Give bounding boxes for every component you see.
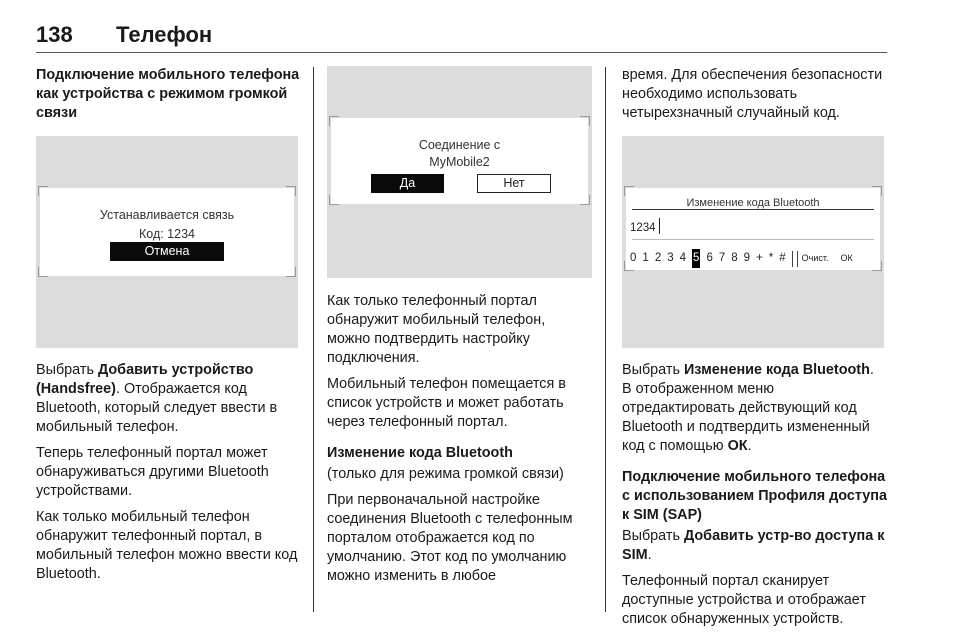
status-text: Устанавливается связь bbox=[99, 208, 235, 222]
page-title: Телефон bbox=[116, 22, 213, 47]
keypad-key[interactable]: 1 bbox=[642, 252, 649, 264]
screen-title: Изменение кода Bluetooth bbox=[686, 197, 820, 209]
keypad-key-selected[interactable]: 5 bbox=[692, 249, 700, 268]
frame-corner bbox=[580, 116, 590, 126]
section-heading-change-code: Изменение кода Bluetooth bbox=[327, 445, 513, 461]
keypad-key[interactable]: 7 bbox=[718, 252, 726, 264]
code-value: 1234 bbox=[630, 222, 656, 234]
keypad-key[interactable]: 3 bbox=[667, 252, 674, 264]
paragraph: Телефонный портал сканирует доступные устройства и отображает список обнаруженных устройств. bbox=[622, 573, 866, 627]
frame-corner bbox=[580, 195, 590, 205]
keypad-key[interactable]: 9 bbox=[743, 252, 751, 264]
paragraph: Мобильный телефон помещается в список устройств и может работать через телефонный портал. bbox=[327, 376, 566, 430]
frame-corner bbox=[38, 186, 48, 196]
column-3 bbox=[622, 66, 887, 636]
cancel-button[interactable]: Отмена bbox=[110, 242, 224, 261]
no-button[interactable]: Нет bbox=[477, 174, 551, 193]
paragraph: При первоначальной настройке соединения Bluetooth с телефонным порталом отображается код по умолчанию. Этот код по умолчанию можно изменить в любое bbox=[327, 492, 573, 584]
device-name: MyMobile2 bbox=[429, 155, 490, 169]
cursor-move-right-icon[interactable] bbox=[797, 251, 798, 267]
field-divider bbox=[632, 239, 874, 240]
text: . bbox=[747, 438, 752, 454]
menu-item-ref: Изменение кода Bluetooth bbox=[683, 362, 870, 378]
connection-text: Соединение с bbox=[418, 138, 501, 152]
keypad-key[interactable]: 0 bbox=[630, 252, 637, 264]
code-field[interactable] bbox=[630, 218, 660, 238]
yes-button[interactable]: Да bbox=[371, 174, 444, 193]
clear-button[interactable]: Очист. bbox=[801, 253, 829, 263]
paragraph bbox=[36, 361, 301, 437]
frame-corner bbox=[329, 195, 339, 205]
keypad-key[interactable]: # bbox=[779, 252, 786, 264]
ok-ref: ОК bbox=[727, 438, 748, 454]
paragraph bbox=[622, 527, 887, 565]
screenshot-confirm-connection bbox=[327, 66, 592, 278]
column-divider-2 bbox=[605, 67, 606, 612]
frame-corner bbox=[872, 261, 882, 271]
frame-corner bbox=[286, 186, 296, 196]
text: Выбрать bbox=[622, 528, 684, 544]
menu-item-ref: Добавить устройство (Handsfree) bbox=[36, 362, 254, 397]
column-2 bbox=[327, 66, 592, 593]
screenshot-connecting bbox=[36, 136, 298, 348]
text: Выбрать bbox=[622, 362, 684, 378]
paragraph: Теперь телефонный портал может обнаруживаться другими Bluetooth устройствами. bbox=[36, 445, 269, 499]
text: Выбрать bbox=[36, 362, 98, 378]
paragraph bbox=[622, 361, 887, 456]
keypad-key[interactable]: * bbox=[768, 252, 774, 264]
paragraph: Как только телефонный портал обнаружит мобильный телефон, можно подтвердить настройку подключения. bbox=[327, 293, 546, 366]
frame-corner bbox=[286, 267, 296, 277]
cursor-move-left-icon[interactable] bbox=[792, 251, 793, 267]
frame-corner bbox=[38, 267, 48, 277]
text: . bbox=[647, 547, 652, 563]
frame-corner bbox=[329, 116, 339, 126]
ok-button[interactable]: ОК bbox=[840, 253, 853, 263]
title-underline bbox=[632, 209, 874, 210]
paragraph: Как только мобильный телефон обнаружит телефонный портал, в мобильный телефон можно ввести код Bluetooth. bbox=[36, 509, 298, 582]
section-heading-handsfree: Подключение мобильного телефона как устройства с режимом громкой связи bbox=[36, 67, 300, 121]
paragraph: (только для режима громкой связи) bbox=[327, 466, 564, 482]
keypad-key[interactable]: + bbox=[756, 252, 763, 264]
keypad-key[interactable]: 2 bbox=[654, 252, 662, 264]
column-divider-1 bbox=[313, 67, 314, 612]
column-1 bbox=[36, 66, 301, 591]
keypad-key[interactable]: 6 bbox=[706, 252, 713, 264]
keypad-key[interactable]: 4 bbox=[679, 252, 687, 264]
text: . Отображается код Bluetooth, который следует ввести в мобильный телефон. bbox=[36, 381, 278, 435]
screenshot-change-code bbox=[622, 136, 884, 348]
text-cursor bbox=[659, 218, 660, 234]
menu-item-ref: Добавить устр-во доступа к SIM bbox=[622, 528, 885, 563]
text: . В отображенном меню отредактировать действующий код Bluetooth и подтвердить измененный код с помощью bbox=[622, 362, 874, 454]
header-rule bbox=[36, 52, 887, 53]
code-text: Код: 1234 bbox=[138, 227, 195, 241]
paragraph: время. Для обеспечения безопасности необходимо использовать четырехзначный случайный код. bbox=[622, 67, 883, 121]
keypad-key[interactable]: 8 bbox=[731, 252, 738, 264]
page-header bbox=[36, 22, 886, 52]
keypad-row bbox=[630, 249, 865, 268]
section-heading-sap: Подключение мобильного телефона с использованием Профиля доступа к SIM (SAP) bbox=[622, 469, 887, 523]
page-number: 138 bbox=[36, 22, 73, 47]
